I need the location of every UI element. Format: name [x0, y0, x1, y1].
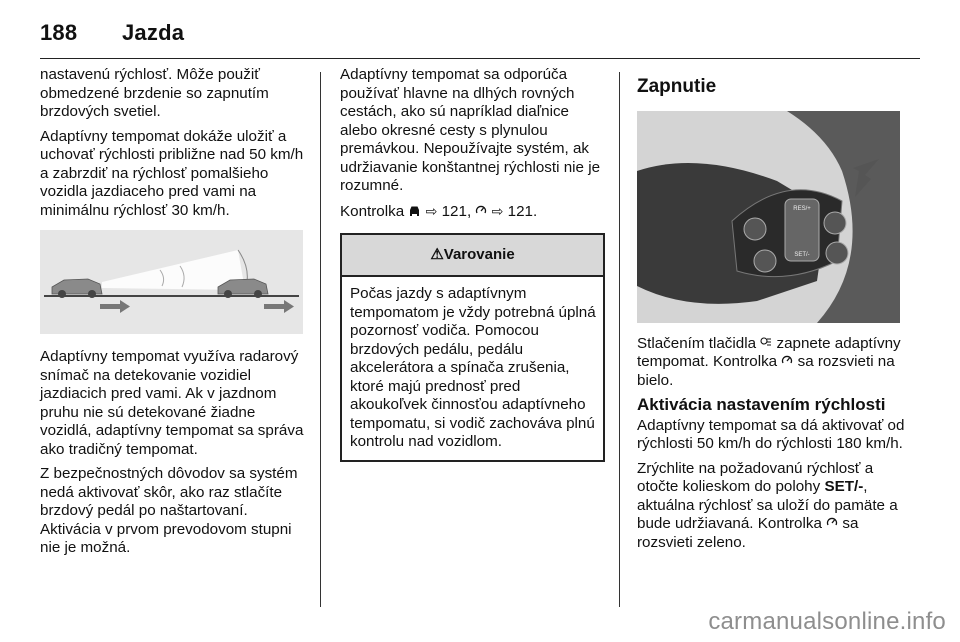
- warning-text: Počas jazdy s adaptívnym tempomatom je vždy potrebná úplná pozornosť vodiča. Pomocou brzdových pedálu, pedálu akcelerátora a spínača zrušenia, ktoré majú prednosť pred akoukoľvek činnosťou adaptívneho tempomatu, si vodič zachováva plnú kontrolu nad vozidlom.: [350, 285, 596, 450]
- paragraph: Adaptívny tempomat sa dá aktivovať od rýchlosti 50 km/h do rýchlosti 180 km/h.: [637, 416, 905, 452]
- warning-triangle-icon: ⚠: [430, 246, 444, 263]
- steering-wheel-button-icon: [744, 218, 766, 240]
- watermark: carmanualsonline.info: [708, 608, 946, 635]
- steering-wheel-diagram: [637, 111, 900, 323]
- column-divider-2: [619, 72, 620, 607]
- paragraph: Adaptívny tempomat sa odporúča používať hlavne na dlhých rovných cestách, ako sú napríklad diaľnice alebo okresné cesty s plynulou premávkou. Nepoužívajte systém, ak udržiavanie konštantnej rýchlosti nie je rozumné.: [340, 66, 601, 194]
- paragraph: nastavenú rýchlosť. Môže použiť obmedzené brzdenie so zapnutím brzdových svetiel.: [40, 66, 269, 120]
- paragraph: Adaptívny tempomat dokáže uložiť a uchovať rýchlosti približne nad 50 km/h a zabrzdiť na rýchlosť pomalšieho vozidla jazdiaceho pred vami na minimálnu rýchlosť 30 km/h.: [40, 127, 304, 219]
- cruise-control-icon: [826, 517, 838, 528]
- steering-wheel-button-icon: [754, 250, 776, 272]
- header-rule: [40, 58, 920, 59]
- column-divider-1: [320, 72, 321, 607]
- steering-wheel-button-icon: [826, 242, 848, 264]
- warning-box: [340, 233, 605, 462]
- subsection-heading: Aktivácia nastavením rýchlosti: [637, 395, 886, 414]
- page-ref-icon: ⇨: [425, 202, 438, 219]
- page-number: 188: [40, 20, 78, 45]
- paragraph: Adaptívny tempomat využíva radarový snímač na detekovanie vozidiel jazdiacich pred vami. Ak v jazdnom pruhu nie sú detekované žiadne vozidlá, adaptívny tempomat sa správa ako tradičný tempomat.: [40, 348, 304, 458]
- paragraph: Zrýchlite na požadovanú rýchlosť a otočte kolieskom do polohy SET/-, aktuálna rýchlosť sa uloží do pamäte a bude udržiavaná. Kontrolka sa rozsvieti zeleno.: [637, 459, 898, 551]
- column-1: [40, 66, 308, 564]
- section-heading: Zapnutie: [637, 76, 717, 97]
- car-front-icon: [408, 205, 421, 216]
- paragraph: Stlačením tlačidla zapnete adaptívny tempomat. Kontrolka sa rozsvieti na bielo.: [637, 334, 901, 389]
- page-header: [40, 20, 184, 46]
- warning-header: [342, 235, 603, 277]
- set-label: SET/-: [794, 251, 810, 258]
- res-label: RES/+: [793, 205, 811, 212]
- page-ref-icon: ⇨: [491, 202, 504, 219]
- direction-arrow-icon: [100, 300, 130, 313]
- paragraph: Z bezpečnostných dôvodov sa systém nedá aktivovať skôr, ako raz stlačíte brzdový pedál po naštartovaní. Aktivácia v prvom prevodovom stupni nie je možná.: [40, 465, 298, 556]
- column-3: [637, 66, 907, 558]
- page-link[interactable]: 121: [507, 202, 533, 220]
- steering-wheel-button-icon: [760, 336, 772, 348]
- column-2: [340, 66, 605, 462]
- direction-arrow-icon: [264, 300, 294, 313]
- cruise-control-icon: [781, 355, 793, 366]
- indicator-reference: Kontrolka ⇨ 121, ⇨ 121.: [340, 202, 538, 220]
- page-link[interactable]: 121: [441, 202, 467, 220]
- steering-wheel-button-icon: [824, 212, 846, 234]
- steering-wheel-illustration: [637, 111, 900, 323]
- cruise-control-icon: [475, 205, 487, 216]
- section-title: Jazda: [122, 20, 185, 45]
- radar-diagram: [40, 230, 303, 334]
- radar-illustration: [40, 230, 303, 334]
- warning-title: Varovanie: [443, 246, 515, 263]
